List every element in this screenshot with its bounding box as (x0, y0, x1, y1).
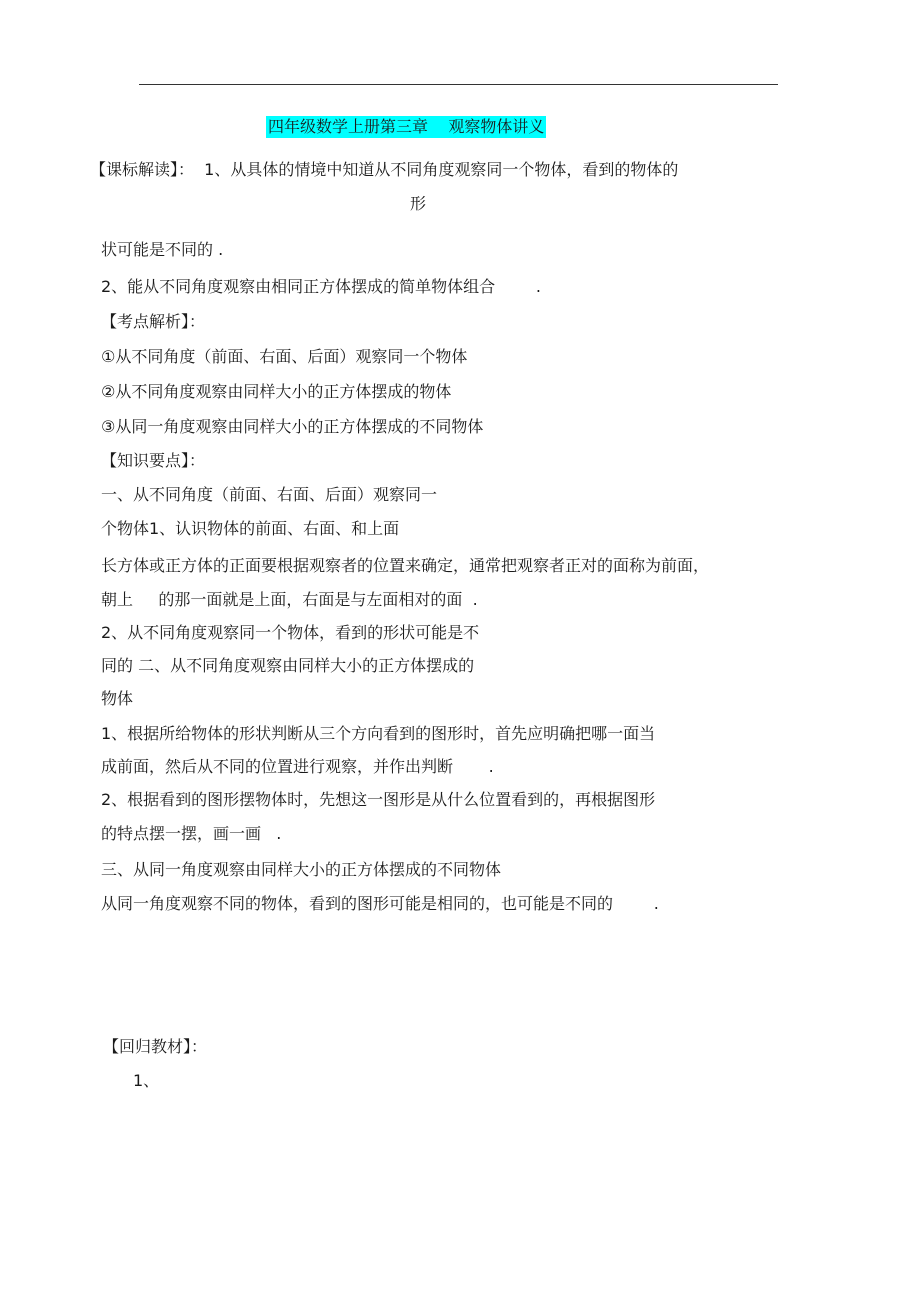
curriculum-reading-cont: 状可能是不同的 . (101, 240, 224, 259)
section-one-text-2: 朝上 的那一面就是上面，右面是与左面相对的面 . (101, 590, 478, 609)
section-one-item-2: 2、从不同角度观察同一个物体，看到的形状可能是不 (101, 623, 480, 642)
section-two-item-1: 1、根据所给物体的形状判断从三个方向看到的图形时，首先应明确把哪一面当 (101, 724, 656, 743)
section-three-heading: 三、从同一角度观察由同样大小的正方体摆成的不同物体 (101, 860, 502, 879)
section-two-item-2-cont: 的特点摆一摆，画一画 . (101, 824, 282, 843)
section-one-item-1: 个物体1、认识物体的前面、右面、和上面 (101, 519, 400, 538)
section-two-item-1-cont: 成前面，然后从不同的位置进行观察，并作出判断 . (101, 757, 494, 776)
section-three-text: 从同一角度观察不同的物体，看到的图形可能是相同的，也可能是不同的 . (101, 894, 659, 913)
knowledge-points-heading: 【知识要点】： (101, 451, 206, 470)
curriculum-reading-wrap: 形 (410, 194, 427, 213)
curriculum-point-2: 2、能从不同角度观察由相同正方体摆成的简单物体组合 . (101, 277, 541, 296)
exam-point-1: ①从不同角度（前面、右面、后面）观察同一个物体 (101, 347, 468, 366)
section-one-text-1: 长方体或正方体的正面要根据观察者的位置来确定，通常把观察者正对的面称为前面， (101, 556, 710, 575)
exam-point-2: ②从不同角度观察由同样大小的正方体摆成的物体 (101, 382, 452, 401)
textbook-review-item-1: 1、 (133, 1071, 160, 1090)
exam-point-3: ③从同一角度观察由同样大小的正方体摆成的不同物体 (101, 417, 484, 436)
section-one-heading: 一、从不同角度（前面、右面、后面）观察同一 (101, 485, 438, 504)
section-two-item-2: 2、根据看到的图形摆物体时，先想这一图形是从什么位置看到的，再根据图形 (101, 790, 656, 809)
section-two-heading: 同的 二、从不同角度观察由同样大小的正方体摆成的 (101, 656, 475, 675)
header-rule (139, 84, 778, 85)
document-title: 四年级数学上册第三章 观察物体讲义 (268, 117, 545, 136)
curriculum-reading-line: 【课标解读】： 1、从具体的情境中知道从不同角度观察同一个物体，看到的物体的 (90, 160, 679, 179)
exam-points-heading: 【考点解析】： (101, 312, 206, 331)
section-two-heading-cont: 物体 (101, 689, 134, 708)
textbook-review-heading: 【回归教材】： (103, 1037, 208, 1056)
